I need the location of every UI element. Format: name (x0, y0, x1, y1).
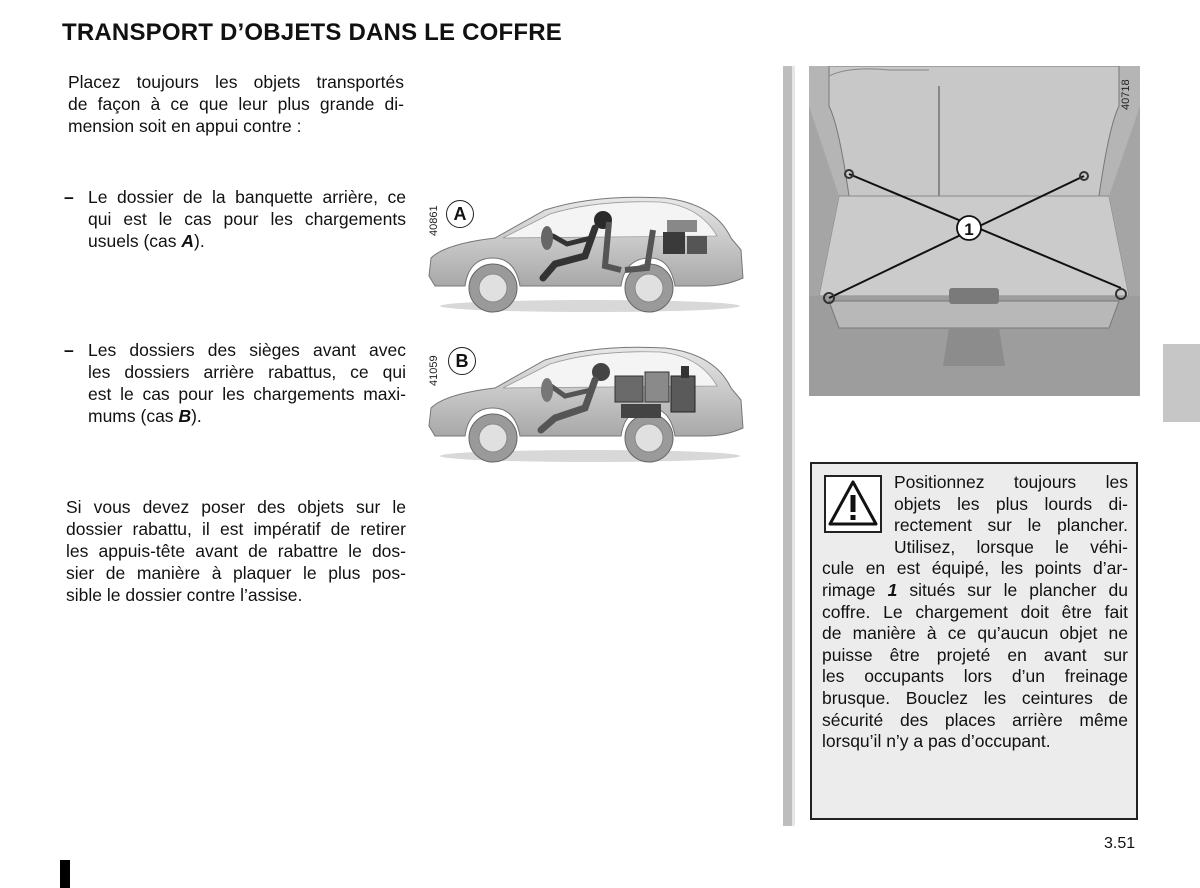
bullet-dash: – (64, 340, 74, 360)
lashing-point-ref: 1 (887, 579, 898, 600)
warning-line-text: Utilisez, lorsque le véhi- (894, 536, 1128, 557)
corner-mark (60, 860, 70, 888)
note-line: sible le dossier contre l’assise. (66, 585, 303, 605)
warning-line-text: Positionnez toujours les (894, 472, 1128, 492)
warning-line: les occupants lors d’un freinage (822, 666, 1128, 687)
illustration-ref-a: 40861 (428, 205, 440, 236)
warning-line-text: rectement sur le plancher. (894, 515, 1128, 536)
bullet-item-a (64, 186, 406, 256)
warning-line-text: objets les plus lourds di- (894, 493, 1128, 514)
note-line: les appuis-tête avant de rabattre le dos- (66, 541, 406, 561)
bullet-line: qui est le cas pour les chargements (88, 209, 406, 229)
trunk-illustration (809, 66, 1140, 396)
note-paragraph (66, 496, 406, 606)
warning-text (822, 472, 1128, 753)
intro-paragraph (68, 71, 404, 137)
bullet-dash: – (64, 187, 74, 207)
illustration-ref-trunk: 40718 (1120, 79, 1132, 110)
warning-line (822, 537, 1128, 559)
warning-line: lorsqu’il n’y a pas d’occupant. (822, 731, 1051, 752)
bullet-line: est le cas pour les chargements maxi- (88, 384, 406, 404)
intro-line: mension soit en appui contre : (68, 116, 302, 136)
warning-line-suffix: situés sur le plancher du (897, 579, 1128, 600)
lashing-point-marker: 1 (964, 220, 974, 239)
intro-line: Placez toujours les objets transportés (68, 72, 404, 92)
car-illustration-b (425, 336, 750, 466)
note-line: sier de manière à plaquer le plus pos- (66, 563, 406, 583)
warning-line: sécurité des places arrière même (822, 709, 1128, 730)
column-divider (783, 66, 792, 826)
warning-line (822, 580, 1128, 602)
note-line: Si vous devez poser des objets sur le (66, 497, 406, 517)
warning-line: brusque. Bouclez les ceintures de (822, 687, 1128, 708)
bullet-line: les dossiers arrière rabattus, ce qui (88, 362, 406, 382)
illustration-ref-b: 41059 (428, 355, 440, 386)
case-letter-a: A (181, 231, 195, 251)
illustration-letter-a: A (446, 200, 474, 228)
page-number: 3.51 (1104, 835, 1136, 852)
bullet-line (88, 230, 406, 252)
bullet-text (88, 186, 406, 252)
bullet-line (88, 405, 406, 427)
illustration-letter-b: B (448, 347, 476, 375)
bullet-line-suffix: ). (194, 231, 205, 251)
warning-line: cule en est équipé, les points d’ar- (822, 558, 1128, 579)
warning-line (822, 472, 1128, 494)
warning-line (822, 515, 1128, 537)
warning-line-prefix: rimage (822, 579, 888, 600)
note-line: dossier rabattu, il est impératif de retirer (66, 519, 406, 539)
bullet-line: Les dossiers des sièges avant avec (88, 340, 406, 360)
chapter-tab (1163, 344, 1200, 422)
warning-line: coffre. Le chargement doit être fait (822, 601, 1128, 622)
bullet-item-b (64, 339, 406, 431)
trunk-drawing (809, 66, 1140, 396)
bullet-text (88, 339, 406, 427)
warning-line (822, 494, 1128, 516)
page-title: TRANSPORT D’OBJETS DANS LE COFFRE (62, 19, 562, 46)
warning-line: puisse être projeté en avant sur (822, 644, 1128, 665)
car-illustration-a (425, 186, 750, 316)
intro-line: de façon à ce que leur plus grande di- (68, 94, 404, 114)
bullet-line-prefix: mums (cas (88, 406, 179, 426)
warning-line: de manière à ce qu’aucun objet ne (822, 623, 1128, 644)
column-divider-shade (792, 66, 795, 826)
case-letter-b: B (178, 406, 192, 426)
bullet-line-suffix: ). (191, 406, 202, 426)
bullet-line: Le dossier de la banquette arrière, ce (88, 187, 406, 207)
warning-box (810, 462, 1138, 820)
bullet-line-prefix: usuels (cas (88, 231, 182, 251)
